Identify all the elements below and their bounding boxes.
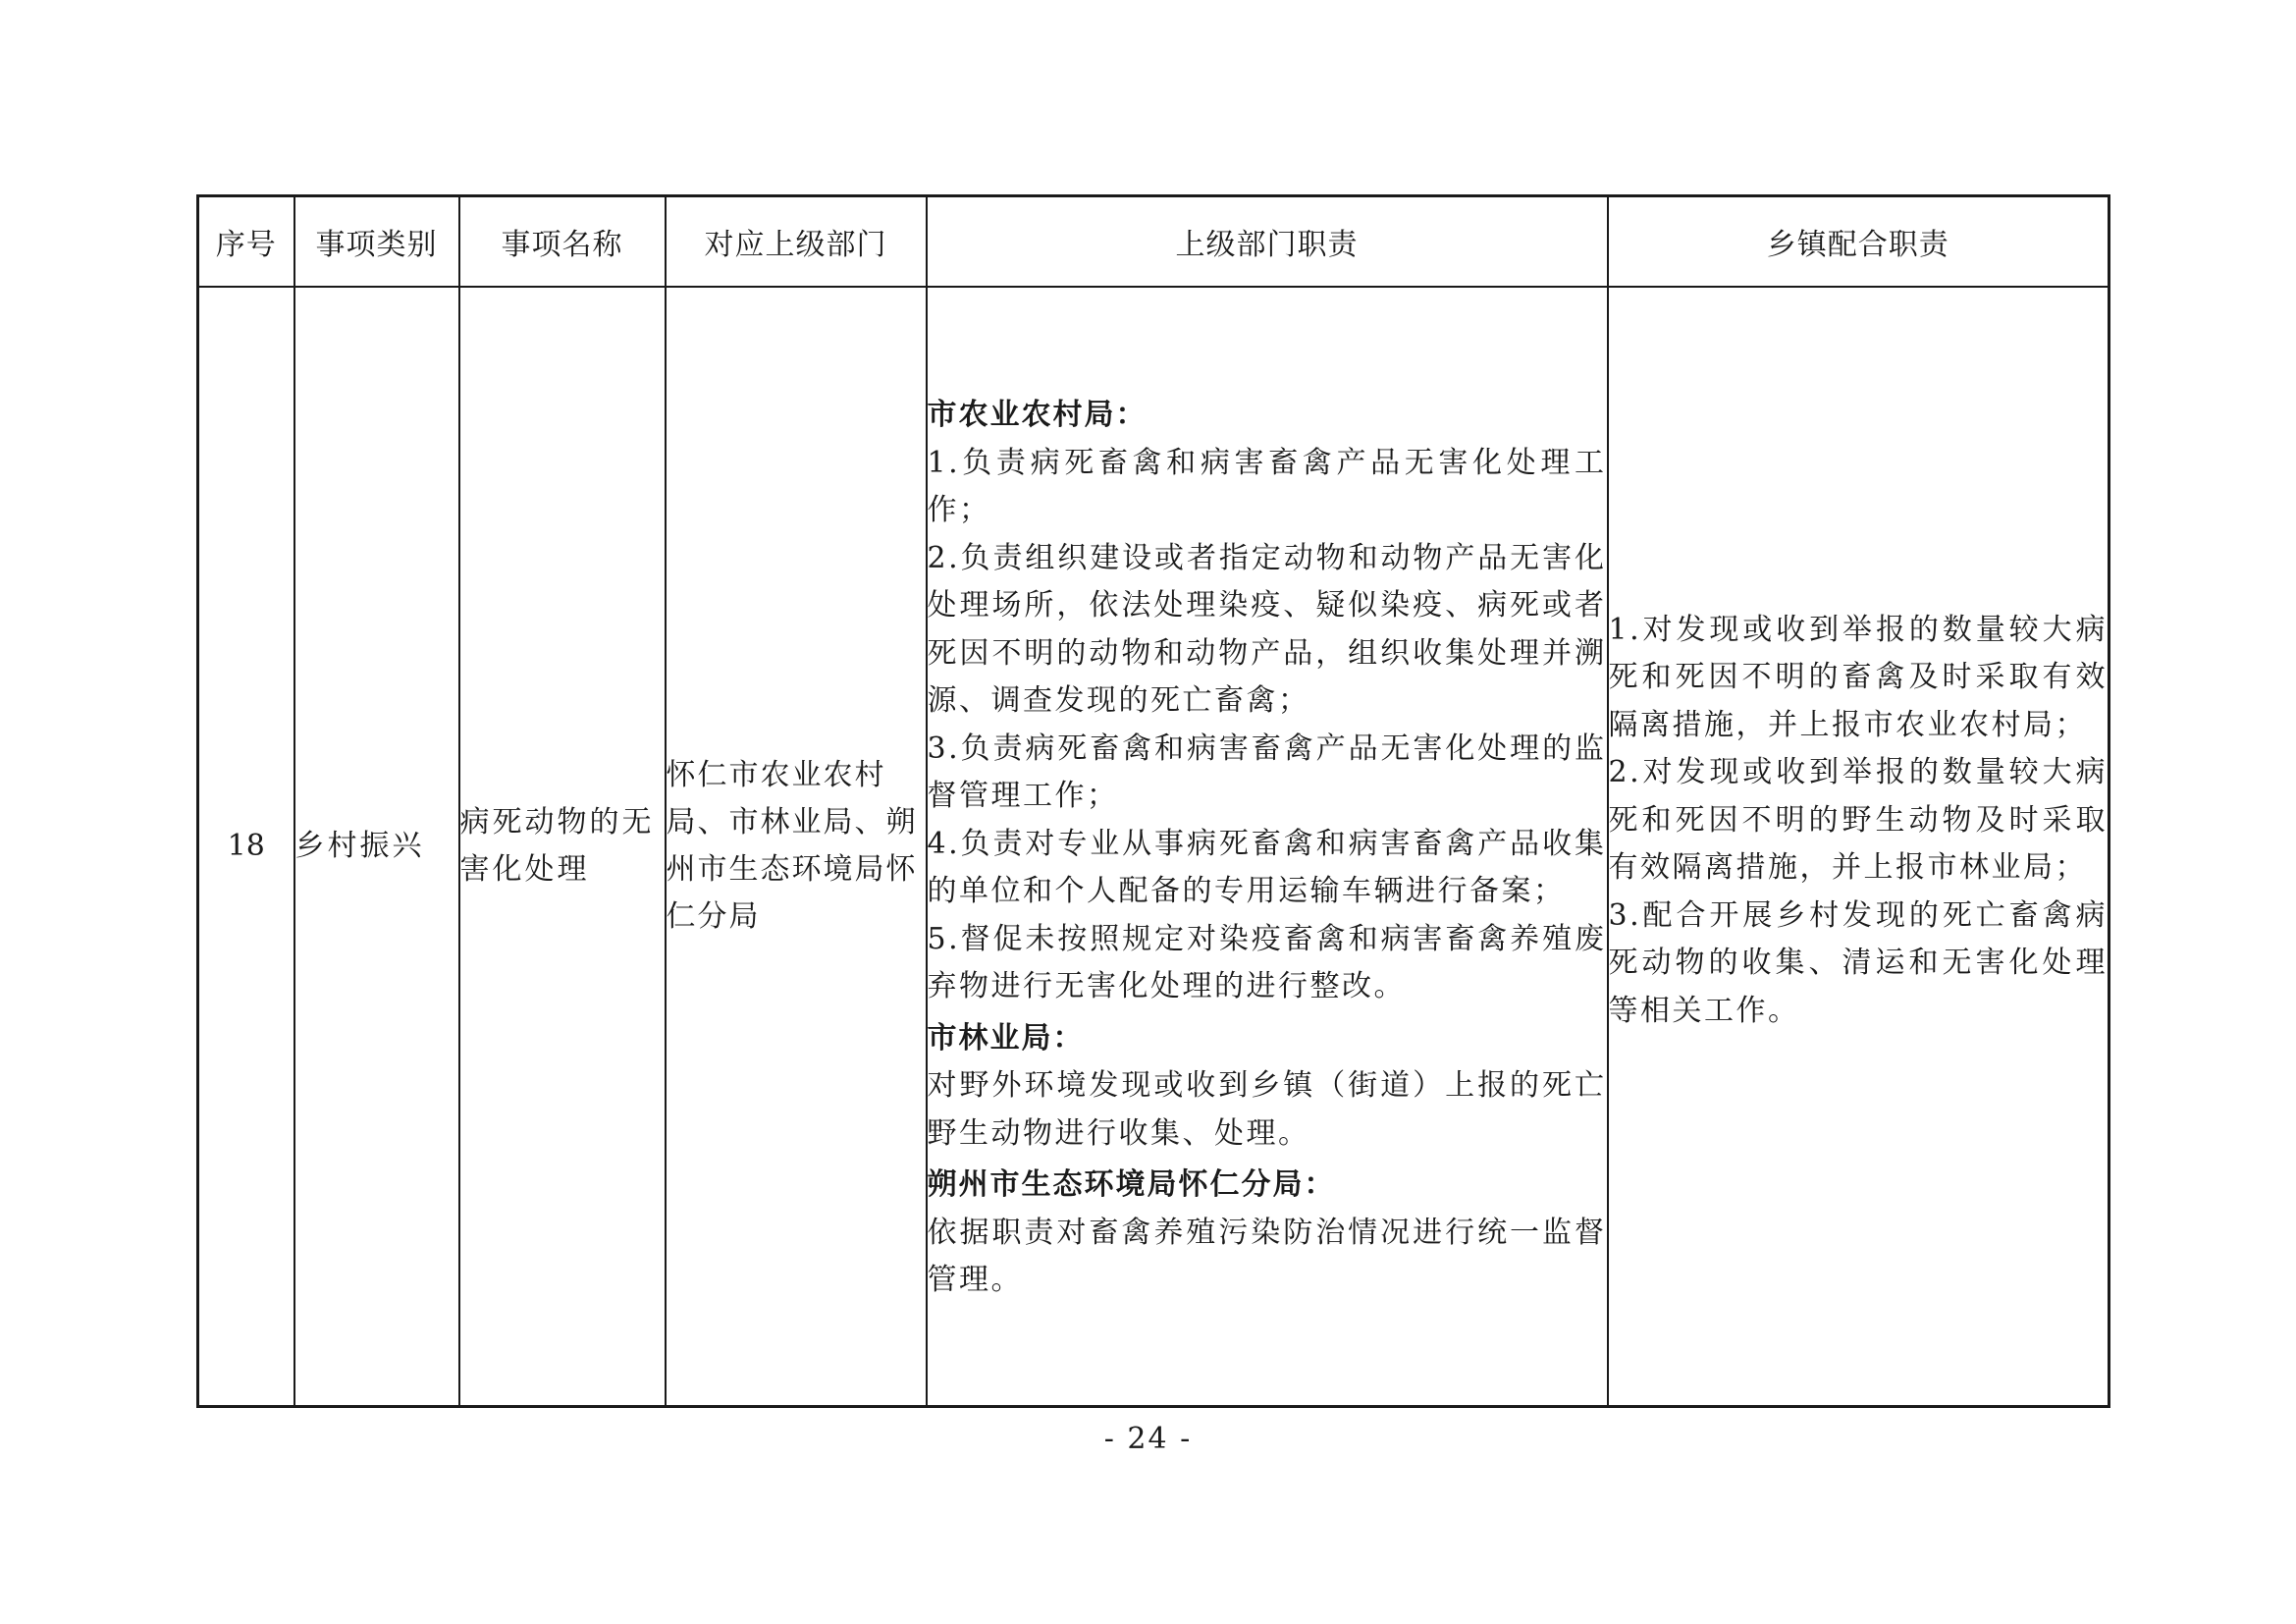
cell-coop [1608, 287, 2109, 1407]
duty-item: 5.督促未按照规定对染疫畜禽和病害畜禽养殖废弃物进行无害化处理的进行整改。 [927, 921, 1607, 1004]
duty-item: 4.负责对专业从事病死畜禽和病害畜禽产品收集的单位和个人配备的专用运输车辆进行备案； [927, 826, 1607, 909]
coop-item: 1.对发现或收到举报的数量较大病死和死因不明的畜禽及时采取有效隔离措施，并上报市农业农村局； [1608, 612, 2108, 742]
coop-item: 3.配合开展乡村发现的死亡畜禽病死动物的收集、清运和无害化处理等相关工作。 [1608, 897, 2108, 1028]
duty-heading: 市林业局： [927, 1020, 1085, 1056]
header-dept: 对应上级部门 [666, 196, 927, 288]
duty-item: 对野外环境发现或收到乡镇（街道）上报的死亡野生动物进行收集、处理。 [927, 1068, 1607, 1151]
cell-category: 乡村振兴 [294, 287, 459, 1407]
duty-item: 依据职责对畜禽养殖污染防治情况进行统一监督管理。 [927, 1215, 1607, 1298]
duty-item: 1.负责病死畜禽和病害畜禽产品无害化处理工作； [927, 445, 1607, 528]
header-name: 事项名称 [459, 196, 666, 288]
duty-heading: 朔州市生态环境局怀仁分局： [927, 1167, 1336, 1203]
duties-block [928, 392, 1607, 1305]
header-category: 事项类别 [294, 196, 459, 288]
header-coop: 乡镇配合职责 [1608, 196, 2109, 288]
duty-table [196, 194, 2110, 1408]
header-row [198, 196, 2109, 288]
table-header [198, 196, 2109, 288]
coop-item: 2.对发现或收到举报的数量较大病死和死因不明的野生动物及时采取有效隔离措施，并上报市林业局； [1608, 755, 2108, 886]
header-duties: 上级部门职责 [927, 196, 1608, 288]
coop-block [1609, 607, 2109, 1036]
table-row [198, 287, 2109, 1407]
cell-name: 病死动物的无害化处理 [459, 287, 666, 1407]
duty-item: 2.负责组织建设或者指定动物和动物产品无害化处理场所，依法处理染疫、疑似染疫、病死或者死因不明的动物和动物产品，组织收集处理并溯源、调查发现的死亡畜禽； [927, 540, 1607, 719]
duty-item: 3.负责病死畜禽和病害畜禽产品无害化处理的监督管理工作； [927, 731, 1607, 814]
cell-duties [927, 287, 1608, 1407]
cell-seq: 18 [198, 287, 294, 1407]
duty-heading: 市农业农村局： [927, 398, 1148, 433]
cell-dept: 怀仁市农业农村局、市林业局、朔州市生态环境局怀仁分局 [666, 287, 927, 1407]
header-seq: 序号 [198, 196, 294, 288]
page-number: - 24 - [1103, 1422, 1193, 1456]
